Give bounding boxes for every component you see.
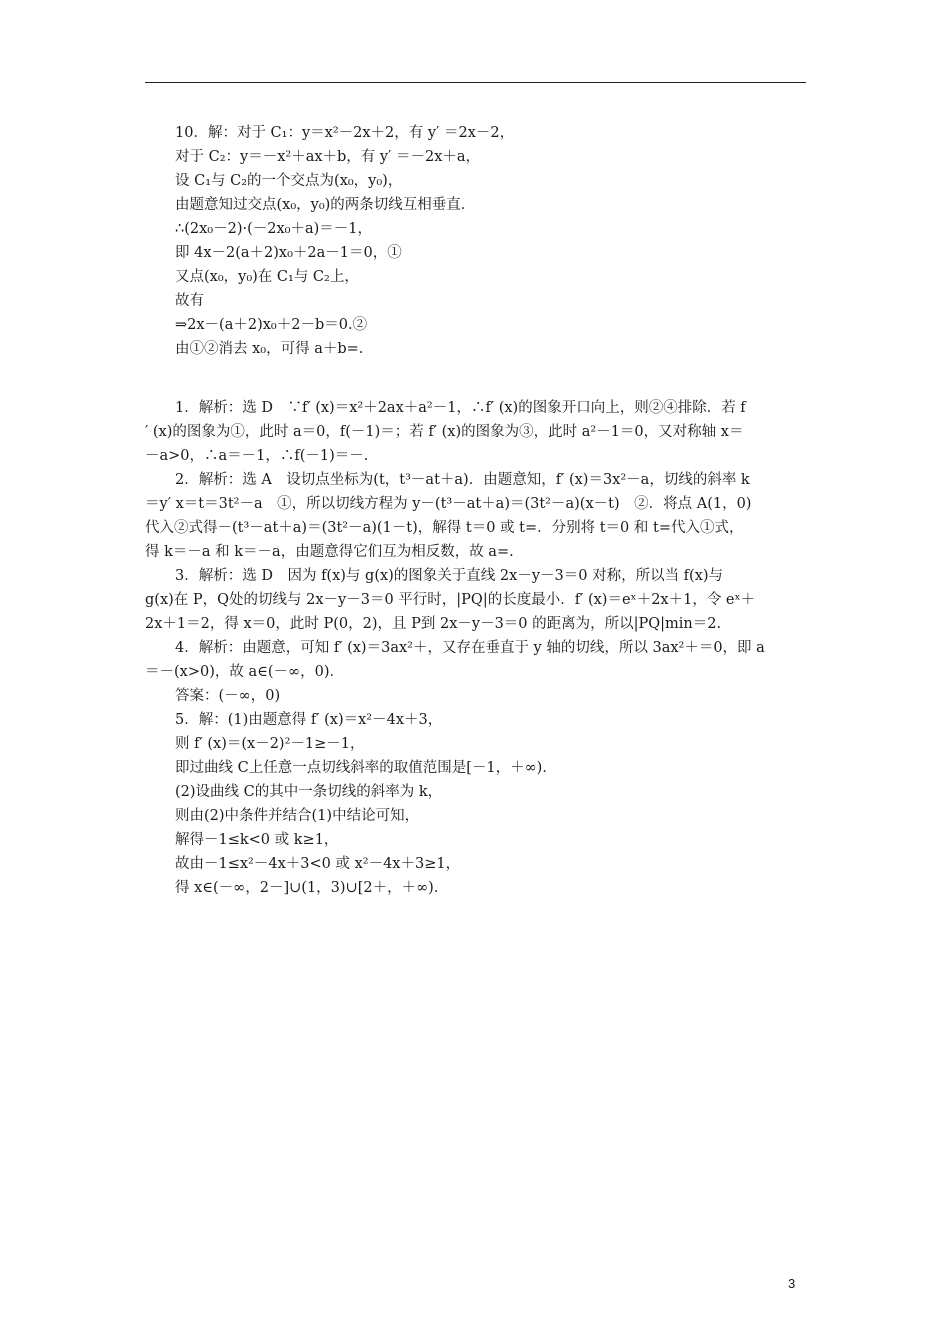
text-line: ∴(2x₀－2)·(－2x₀＋a)＝－1，: [175, 221, 372, 237]
text-line: 3．解析：选 D 因为 f(x)与 g(x)的图象关于直线 2x－y－3＝0 对称，所以当 f(x)与: [175, 568, 724, 584]
solution-10: [145, 121, 810, 361]
text-line: 故由－1≤x²－4x＋3<0 或 x²－4x＋3≥1，: [175, 856, 461, 872]
header-rule: [145, 82, 806, 83]
text-line: 得 x∈(－∞，2－]∪(1，3)∪[2＋，＋∞)．: [175, 880, 449, 896]
text-line: 代入②式得－(t³－at＋a)＝(3t²－a)(1－t)，解得 t＝0 或 t=．分别将 t＝0 和 t=代入①式，: [145, 520, 744, 536]
text-line: 即 4x－2(a＋2)x₀＋2a－1＝0，①: [175, 245, 402, 261]
text-line: 则 f′ (x)＝(x－2)²－1≥－1，: [175, 736, 365, 752]
text-line: 10．解：对于 C₁：y＝x²－2x＋2，有 y′ ＝2x－2，: [175, 125, 515, 141]
text-line: ＝y′ x＝t＝3t²－a ①，所以切线方程为 y－(t³－at＋a)＝(3t²－a)(x－t) ②．将点 A(1，0): [145, 496, 752, 512]
text-line: 5．解：(1)由题意得 f′ (x)＝x²－4x＋3，: [175, 712, 443, 728]
text-line: 2．解析：选 A 设切点坐标为(t，t³－at＋a)．由题意知，f′ (x)＝3x²－a，切线的斜率 k: [175, 472, 750, 488]
text-line: ⇒2x－(a＋2)x₀＋2－b＝0.②: [175, 317, 368, 333]
page-number: 3: [788, 1276, 796, 1291]
text-line: 答案：(－∞，0): [175, 688, 281, 704]
text-line: 解得－1≤k<0 或 k≥1，: [175, 832, 339, 848]
text-line: ′ (x)的图象为①，此时 a＝0，f(－1)＝；若 f′ (x)的图象为③，此时 a²－1＝0，又对称轴 x＝: [145, 424, 744, 440]
solutions-1-5: [145, 396, 810, 900]
text-line: 设 C₁与 C₂的一个交点为(x₀，y₀)，: [175, 173, 403, 189]
text-line: 则由(2)中条件并结合(1)中结论可知，: [175, 808, 420, 824]
text-line: ＝－(x>0)，故 a∈(－∞，0)．: [145, 664, 344, 680]
text-line: 1．解析：选 D ∵f′ (x)＝x²＋2ax＋a²－1，∴f′ (x)的图象开口向上，则②④排除．若 f: [175, 400, 746, 416]
text-line: 4．解析：由题意，可知 f′ (x)＝3ax²＋，又存在垂直于 y 轴的切线，所以 3ax²＋＝0，即 a: [175, 640, 765, 656]
text-line: 又点(x₀，y₀)在 C₁与 C₂上，: [175, 269, 359, 285]
text-line: 对于 C₂：y＝－x²＋ax＋b，有 y′ ＝－2x＋a，: [175, 149, 481, 165]
text-line: 即过曲线 C上任意一点切线斜率的取值范围是[－1，＋∞)．: [175, 760, 557, 776]
text-line: 故有: [175, 293, 204, 309]
text-line: (2)设曲线 C的其中一条切线的斜率为 k，: [175, 784, 443, 800]
text-line: 由①②消去 x₀，可得 a＋b=.: [175, 341, 364, 357]
text-line: 由题意知过交点(x₀，y₀)的两条切线互相垂直．: [175, 197, 476, 213]
text-line: －a>0，∴a＝－1，∴f(－1)＝－.: [145, 448, 369, 464]
text-line: g(x)在 P，Q处的切线与 2x－y－3＝0 平行时，|PQ|的长度最小．f′ (x)＝eˣ＋2x＋1，令 eˣ＋: [145, 592, 756, 608]
text-line: 2x＋1＝2，得 x＝0，此时 P(0，2)，且 P到 2x－y－3＝0 的距离为，所以|PQ|min＝2.: [145, 616, 722, 632]
text-line: 得 k＝－a 和 k＝－a，由题意得它们互为相反数，故 a=.: [145, 544, 514, 560]
